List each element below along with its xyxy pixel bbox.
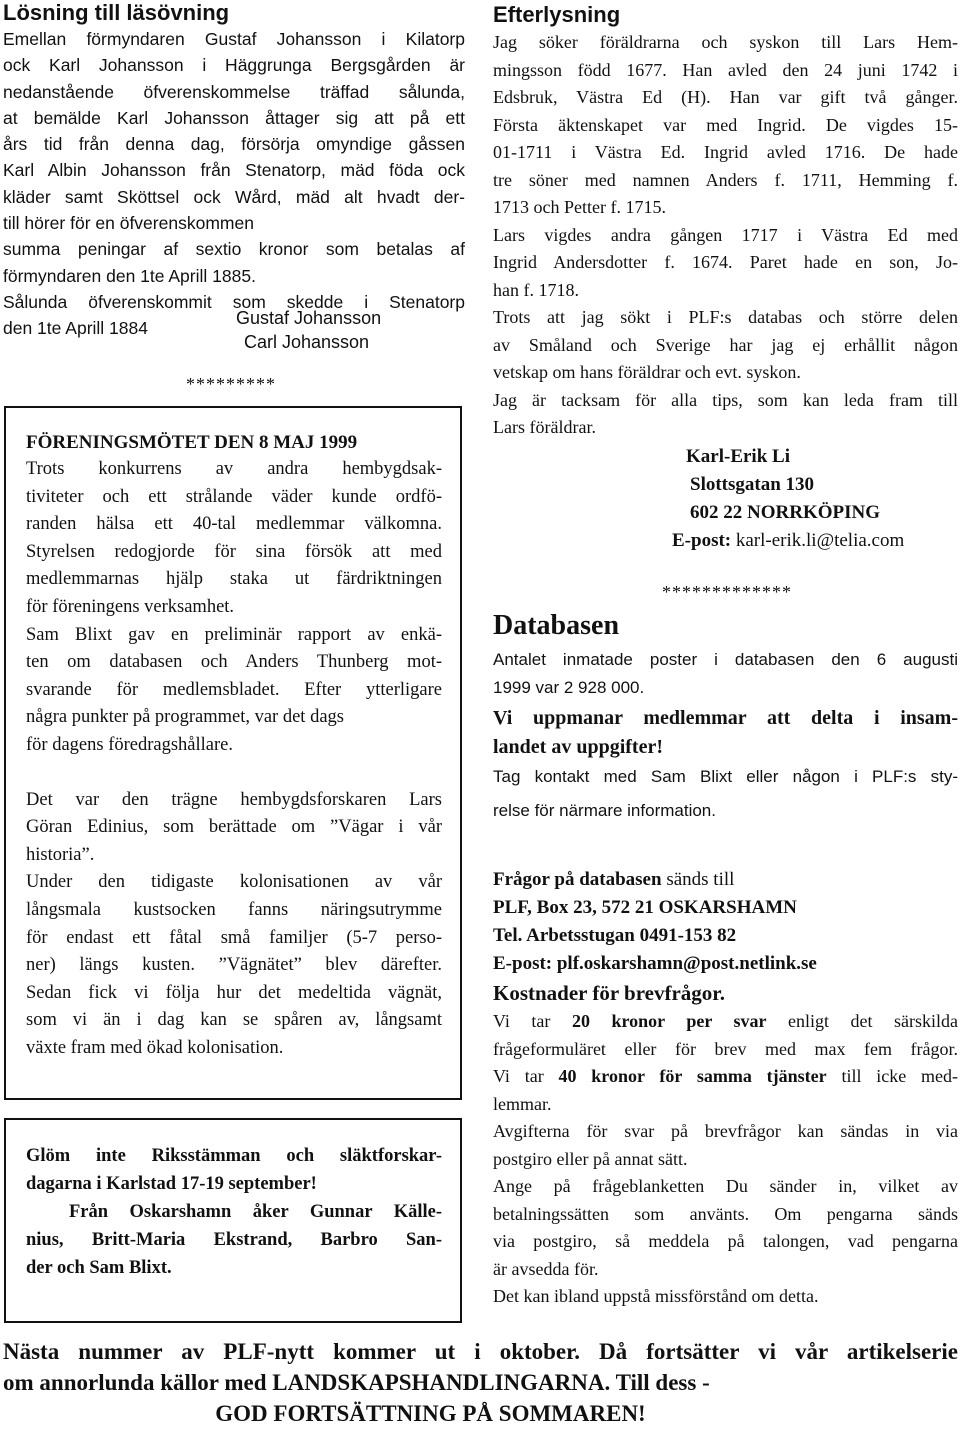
lasovning-text [3, 26, 465, 342]
contact-city: 602 22 NORRKÖPING [690, 502, 880, 523]
plf-phone: Tel. Arbetsstugan 0491-153 82 [493, 925, 737, 946]
text-line: summa peningar af sextio kronor som betalas af [3, 239, 465, 260]
text-line: landet av uppgifter! [493, 736, 663, 758]
text-line: tre söner med namnen Anders f. 1711, Hemming f. [493, 169, 958, 190]
text-line: svarande för medlemsbladet. Efter ytterligare [26, 679, 442, 700]
signature-1: Gustaf Johansson [236, 308, 382, 328]
text-line: 1999 var 2 928 000. [493, 678, 645, 697]
text-line: som vi än i dag kan se spåren av, långsamt [26, 1010, 442, 1031]
text-line: relse för närmare information. [493, 801, 716, 820]
text-line: Göran Edinius, som berättade om ”Vägar i vår [26, 817, 442, 838]
meeting-title: FÖRENINGSMÖTET DEN 8 MAJ 1999 [26, 432, 358, 453]
text-line: Antalet inmatade poster i databasen den 6 augusti [493, 650, 958, 669]
text-line: några punkter på programmet, var det dags [26, 707, 344, 728]
email-address[interactable]: karl-erik.li@telia.com [731, 530, 905, 551]
text-line: Glöm inte Riksstämman och släktforskar- [26, 1146, 442, 1166]
text-line: Styrelsen redogjorde för sina försök att med [26, 541, 442, 562]
text-line: Vi uppmanar medlemmar att delta i insam- [493, 707, 958, 729]
text-line: at bemälde Karl Johansson åttager sig att på ett [3, 107, 465, 128]
text-line: der och Sam Blixt. [26, 1258, 172, 1278]
right-column [493, 0, 958, 442]
text-line: Sålunda öfverenskommit som skedde i Stenatorp [3, 291, 465, 312]
questions-bold: Frågor på databasen [493, 869, 662, 890]
footer-line: GOD FORTSÄTTNING PÅ SOMMAREN! [215, 1401, 646, 1426]
text-line: Vi tar 20 kronor per svar enligt det särskilda [493, 1011, 959, 1031]
text-line: nius, Britt-Maria Ekstrand, Barbro San- [26, 1230, 442, 1250]
email-label: E-post: [672, 530, 732, 551]
text-line: för dagens föredragshållare. [26, 734, 233, 755]
text-line: dagarna i Karlstad 17-19 september! [26, 1174, 317, 1194]
plf-address: PLF, Box 23, 572 21 OSKARSHAMN [493, 897, 797, 918]
database-count [493, 646, 958, 702]
text-line: års tid från denna dag, försörja omyndige gåssen [3, 134, 465, 155]
efterlysning-text [493, 29, 958, 442]
text-line: Det var den trägne hembygdsforskaren Lars [26, 789, 442, 810]
questions-line [493, 866, 958, 894]
separator-stars: ********* [186, 374, 276, 394]
text-line: Trots att jag sökt i PLF:s databas och större delen [493, 307, 958, 327]
separator-stars: ************* [662, 582, 792, 602]
questions-section [493, 866, 958, 1311]
text-line: kläder samt Sköttsel ock Wård, mäd alt hvadt der- [3, 186, 465, 207]
meeting-text-2 [26, 787, 442, 1063]
database-appeal [493, 704, 958, 762]
text-line: 1713 och Petter f. 1715. [493, 197, 666, 217]
text-line: ner) längs kusten. ”Vägnätet” blev därefter. [26, 955, 442, 976]
contact-name: Karl-Erik Li [686, 446, 790, 467]
text-line: Jag söker föräldrarna och syskon till Lars Hem- [493, 32, 958, 52]
text-line: historia”. [26, 844, 95, 865]
text-line: förmyndaren den 1te Aprill 1885. [3, 265, 256, 286]
text-line: Vi tar 40 kronor för samma tjänster till icke med- [493, 1066, 959, 1086]
meeting-content [26, 430, 442, 1062]
text-line: Lars föräldrar. [493, 417, 596, 437]
text-line: betalningssätten som använts. Om pengarna sänds [493, 1203, 958, 1224]
text-line: han f. 1718. [493, 279, 579, 300]
signature-2: Carl Johansson [244, 332, 370, 352]
text-line: randen hälsa ett 40-tal medlemmar välkomna. [26, 514, 442, 535]
left-column [3, 0, 465, 342]
text-line: postgiro eller på annat sätt. [493, 1148, 688, 1169]
text-line: Tag kontakt med Sam Blixt eller någon i PLF:s sty- [493, 767, 958, 786]
text-line: via postgiro, så meddela på talongen, vad pengarna [493, 1231, 958, 1251]
section-title-efterlysning: Efterlysning [493, 2, 621, 27]
text-line: frågeformuläret eller för brev med max fem frågor. [493, 1038, 958, 1059]
text-line: ock Karl Johansson i Häggrunga Bergsgården är [3, 55, 465, 76]
text-line: nedanstående öfverenskommelse träffad sålunda, [3, 81, 465, 102]
text-line: Ange på frågeblanketten Du sänder in, vilket av [493, 1176, 958, 1196]
plf-email[interactable]: E-post: plf.oskarshamn@post.netlink.se [493, 953, 817, 974]
text-line: Från Oskarshamn åker Gunnar Källe- [26, 1202, 442, 1222]
text-line: för endast ett fåtal små familjer (5-7 perso- [26, 927, 442, 948]
costs-title: Kostnader för brevfrågor. [493, 981, 725, 1005]
costs-text [493, 1008, 958, 1311]
text-line: 01-1711 i Västra Ed. Ingrid avled 1716. De hade [493, 142, 958, 162]
reminder-content [26, 1142, 442, 1282]
text-line: mingsson född 1677. Han avled den 24 juni 1742 i [493, 59, 958, 80]
text-line: Emellan förmyndaren Gustaf Johansson i Kilatorp [3, 29, 465, 49]
text-line: Första äktenskapet var med Ingrid. De vigdes 15- [493, 114, 958, 135]
text-line: vetskap om hans föräldrar och evt. syskon. [493, 362, 801, 382]
text-line: till hörer för en öfverenskommen [3, 213, 254, 234]
text-line: för föreningens verksamhet. [26, 596, 235, 617]
text-line: Lars vigdes andra gången 1717 i Västra Ed med [493, 224, 958, 245]
text-line: Avgifterna för svar på brevfrågor kan sändas in via [493, 1121, 958, 1141]
text-line: Karl Albin Johansson från Stenatorp, mäd föda ock [3, 160, 465, 181]
footer [3, 1336, 958, 1429]
text-line: Edsbruk, Västra Ed (H). Han var gift två gånger. [493, 87, 958, 107]
contact-street: Slottsgatan 130 [690, 474, 815, 495]
text-line: medlemmarnas hjälp staka ut färdriktningen [26, 569, 442, 590]
text-line: växte fram med ökad kolonisation. [26, 1037, 284, 1058]
text-line: ten om databasen och Anders Thunberg mot- [26, 652, 442, 673]
text-line: Det kan ibland uppstå missförstånd om detta. [493, 1286, 819, 1306]
footer-line: om annorlunda källor med LANDSKAPSHANDLINGARNA. Till dess - [3, 1370, 710, 1395]
text-line: Under den tidigaste kolonisationen av vår [26, 872, 442, 893]
database-title: Databasen [493, 610, 620, 641]
section-title-lasovning: Lösning till läsövning [3, 0, 230, 25]
meeting-text [26, 456, 442, 760]
text-line: Trots konkurrens av andra hembygdsak- [26, 459, 442, 479]
database-section [493, 608, 958, 828]
text-line: den 1te Aprill 1884 [3, 318, 148, 339]
text-line: är avsedda för. [493, 1258, 599, 1279]
text-line: av Småland och Sverige har jag ej erhållit någon [493, 334, 958, 355]
questions-rest: sänds till [661, 869, 735, 890]
database-contact [493, 760, 958, 828]
text-line: Ingrid Andersdotter f. 1674. Paret hade en son, Jo- [493, 252, 958, 272]
contact-email [672, 530, 904, 552]
text-line: Jag är tacksam för alla tips, som kan leda fram till [493, 389, 958, 410]
text-line: Sam Blixt gav en preliminär rapport av enkä- [26, 624, 442, 645]
text-line: tiviteter och ett strålande väder kunde ordfö- [26, 486, 442, 507]
text-line: Sedan fick vi följa hur det medeltida vägnät, [26, 982, 442, 1003]
footer-line: Nästa nummer av PLF-nytt kommer ut i oktober. Då fortsätter vi vår artikelserie [3, 1339, 958, 1364]
text-line: långsmala kustsocken fanns näringsutrymme [26, 899, 442, 920]
text-line: lemmar. [493, 1093, 552, 1114]
